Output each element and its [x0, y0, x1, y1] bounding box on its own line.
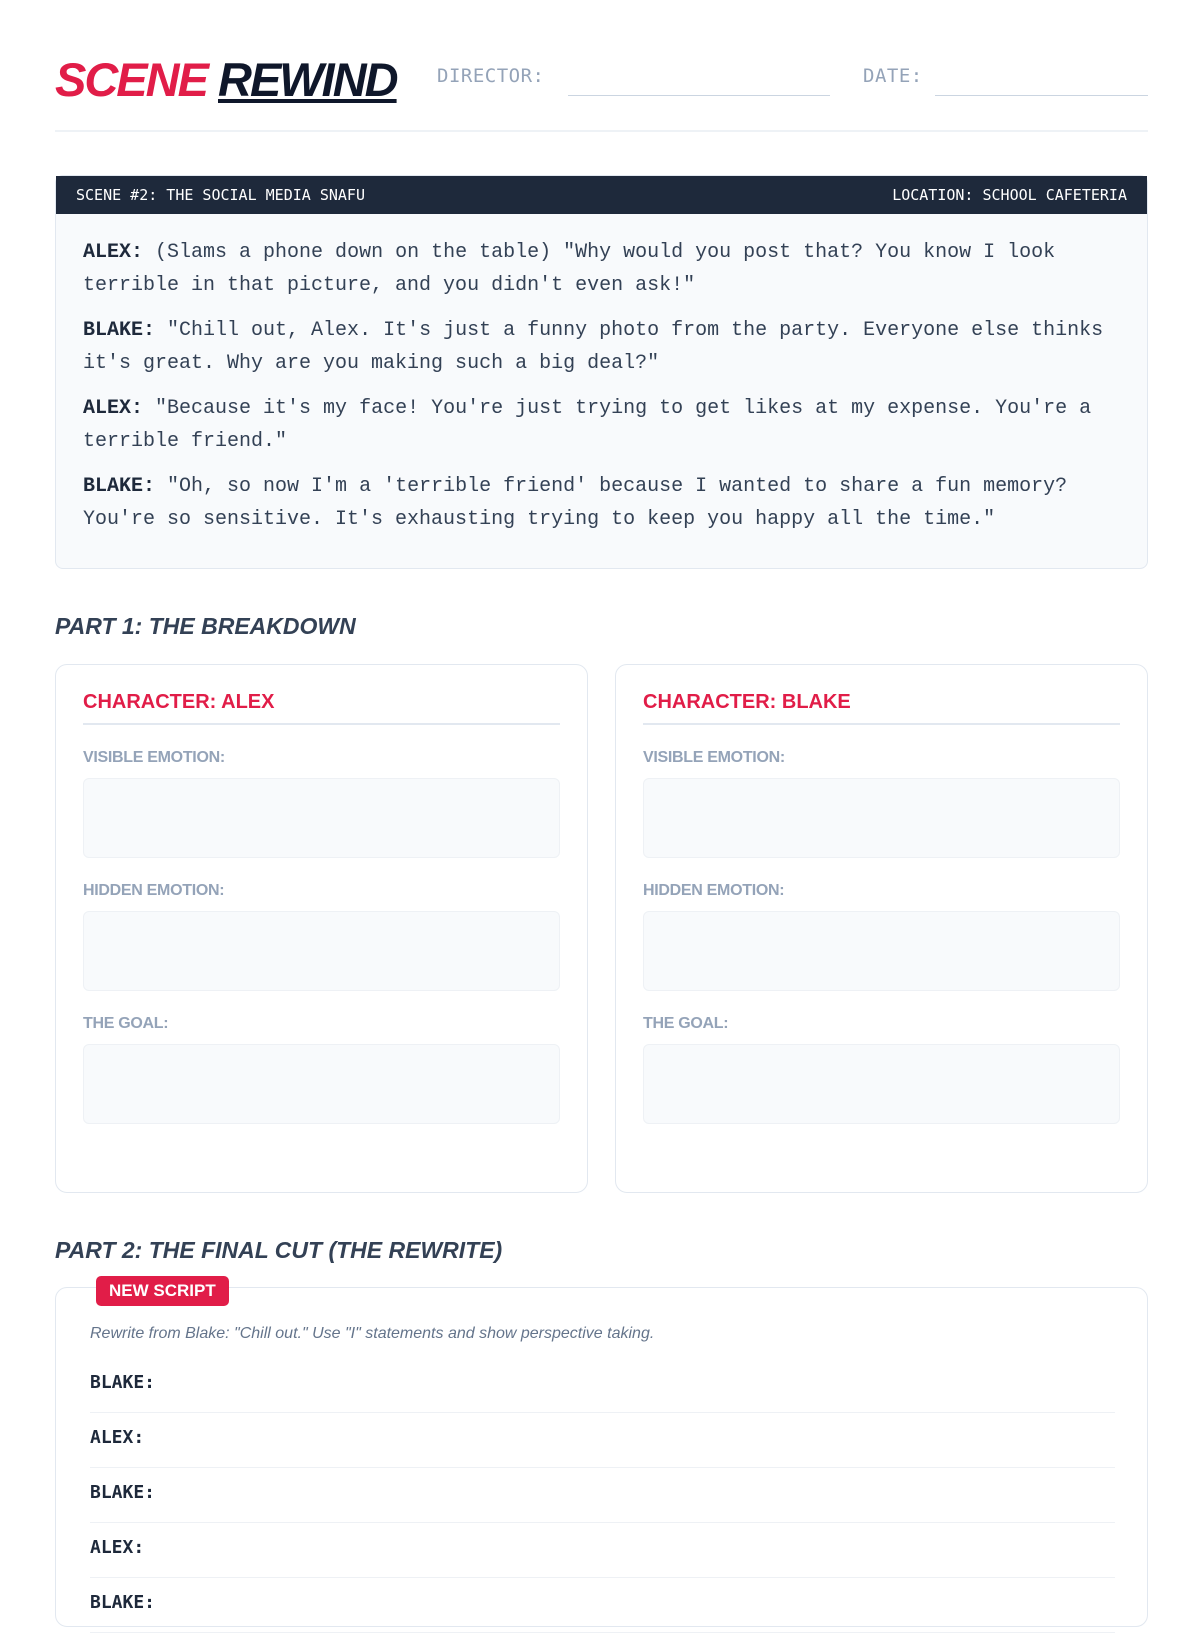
hidden-emotion-field[interactable] [643, 911, 1120, 991]
speaker-name: BLAKE: [83, 475, 156, 498]
scene-title: SCENE #2: THE SOCIAL MEDIA SNAFU [76, 186, 365, 204]
visible-emotion-field[interactable] [83, 778, 560, 858]
rewrite-line-alex[interactable]: ALEX: [90, 1413, 1115, 1468]
scene-location: LOCATION: SCHOOL CAFETERIA [892, 186, 1127, 204]
goal-field[interactable] [83, 1044, 560, 1124]
hidden-emotion-field[interactable] [83, 911, 560, 991]
character-card-title: CHARACTER: ALEX [83, 691, 560, 725]
visible-emotion-label: VISIBLE EMOTION: [83, 749, 225, 766]
logo [55, 52, 397, 108]
goal-label: THE GOAL: [83, 1015, 169, 1032]
speaker-name: ALEX: [83, 241, 144, 264]
part1-title: PART 1: THE BREAKDOWN [55, 613, 356, 639]
scene-title-bar [56, 176, 1147, 214]
goal-label: THE GOAL: [643, 1015, 729, 1032]
character-card-blake [615, 664, 1148, 1193]
rewrite-line-alex[interactable]: ALEX: [90, 1523, 1115, 1578]
part2-title: PART 2: THE FINAL CUT (THE REWRITE) [55, 1237, 503, 1263]
visible-emotion-field[interactable] [643, 778, 1120, 858]
rewrite-box [55, 1281, 1148, 1627]
logo-word-scene: SCENE [55, 53, 207, 106]
director-label: DIRECTOR: [437, 65, 545, 87]
script-line [83, 470, 1120, 536]
date-field[interactable] [935, 95, 1148, 96]
rewrite-line-blake[interactable]: BLAKE: [90, 1468, 1115, 1523]
date-label: DATE: [863, 65, 923, 87]
line-text: (Slams a phone down on the table) "Why would you post that? You know I look terrible in that picture, and you didn't even ask!" [83, 241, 1056, 297]
scene-script-box [55, 175, 1148, 569]
script-line [83, 392, 1120, 458]
rewrite-line-blake[interactable]: BLAKE: [90, 1578, 1115, 1633]
hidden-emotion-label: HIDDEN EMOTION: [643, 882, 785, 899]
line-text: "Oh, so now I'm a 'terrible friend' because I wanted to share a fun memory? You're so sensitive. It's exhausting trying to keep you happy all the time." [83, 475, 1068, 531]
speaker-name: ALEX: [83, 397, 144, 420]
speaker-name: BLAKE: [83, 319, 156, 342]
page-header [55, 52, 1148, 132]
visible-emotion-label: VISIBLE EMOTION: [643, 749, 785, 766]
character-card-alex [55, 664, 588, 1193]
rewrite-line-blake[interactable]: BLAKE: [90, 1358, 1115, 1413]
line-text: "Chill out, Alex. It's just a funny photo from the party. Everyone else thinks it's great. Why are you making such a big deal?" [83, 319, 1104, 375]
director-field[interactable] [568, 95, 830, 96]
character-card-title: CHARACTER: BLAKE [643, 691, 1120, 725]
script-line [83, 236, 1120, 302]
rewrite-instruction: Rewrite from Blake: "Chill out." Use "I" statements and show perspective taking. [90, 1325, 655, 1342]
hidden-emotion-label: HIDDEN EMOTION: [83, 882, 225, 899]
goal-field[interactable] [643, 1044, 1120, 1124]
new-script-badge: NEW SCRIPT [96, 1276, 229, 1306]
script-line [83, 314, 1120, 380]
logo-word-rewind: REWIND [218, 53, 397, 106]
line-text: "Because it's my face! You're just trying to get likes at my expense. You're a terrible friend." [83, 397, 1092, 453]
